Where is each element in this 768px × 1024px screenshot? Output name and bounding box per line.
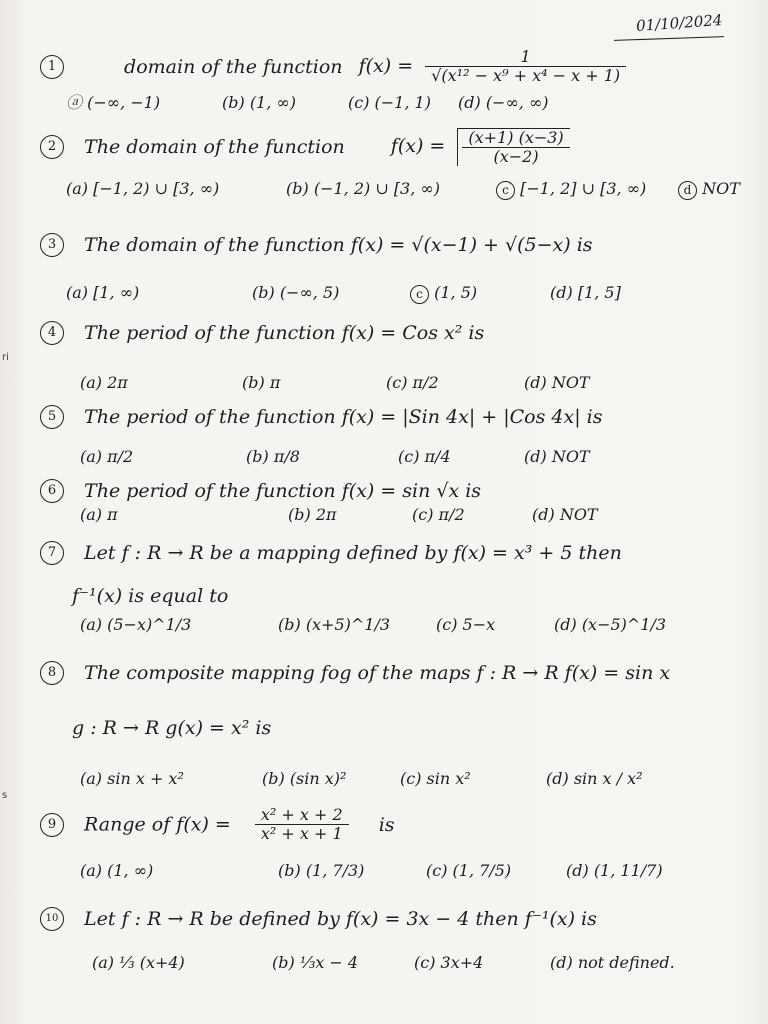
option-d: (d) (1, 11/7) [566,861,663,880]
fraction [425,48,626,85]
question-number: 6 [40,479,64,503]
option-b: (b) ⅓x − 4 [272,953,359,972]
question-number: 10 [40,907,64,931]
question-stem: The domain of the function f(x) = √(x−1) + √(5−x) is [84,234,593,256]
option-b: (b) (−1, 2) ∪ [3, ∞) [286,179,440,198]
question-stem: The composite mapping fog of the maps f : R → R f(x) = sin x [84,662,671,684]
option-b: (b) (sin x)² [262,769,347,788]
question-stem: The domain of the function [84,136,345,158]
option-d: (d) NOT [524,373,590,392]
fraction-numerator: (x+1) (x−3) [468,128,564,147]
option-b: (b) 2π [288,505,337,524]
date-label: 01/10/2024 [635,11,723,35]
fraction-denominator: x² + x + 1 [255,824,349,843]
question-stem: domain of the function [124,55,343,78]
question-number: 3 [40,233,64,257]
formula-lhs: f(x) = [390,135,446,157]
fraction-denominator: (x−2) [462,147,569,166]
option-b: (b) π [242,373,281,392]
option-d: (d) (x−5)^1/3 [554,615,667,634]
edge-mark: ri [2,352,9,363]
question-number: 8 [40,661,64,685]
option-text: NOT [702,179,740,198]
option-d [678,178,740,200]
question-number: 2 [40,135,64,159]
option-c [410,282,477,304]
fraction [255,806,349,843]
option-d: (d) NOT [524,447,590,466]
question-stem: Let f : R → R be defined by f(x) = 3x − 4 then f⁻¹(x) is [84,908,597,930]
question-8 [40,660,750,685]
fraction-denominator: √(x¹² − x⁹ + x⁴ − x + 1) [425,66,626,85]
option-a: (a) π/2 [80,447,134,466]
question-number: 7 [40,541,64,565]
option-a: (a) ⅓ (x+4) [92,953,185,972]
question-stem: The period of the function f(x) = Cos x² is [84,322,485,344]
answer-mark: d [678,181,697,200]
date-underline [614,36,724,41]
option-d: (d) (−∞, ∞) [458,93,549,112]
option-c [496,178,646,200]
question-7 [40,540,750,565]
option-b: (b) (−∞, 5) [252,283,340,302]
fraction [457,128,569,166]
option-b: (b) (1, ∞) [222,93,296,112]
edge-mark: s [2,790,8,801]
question-stem: The period of the function f(x) = |Sin 4x| + |Cos 4x| is [84,406,603,428]
question-10 [40,906,750,931]
question-stem: Let f : R → R be a mapping defined by f(x) = x³ + 5 then [84,542,622,564]
option-c: (c) (−1, 1) [348,93,431,112]
question-9 [40,806,750,843]
option-d: (d) NOT [532,505,598,524]
option-d: (d) [1, 5] [550,283,621,302]
question-number: 9 [40,813,64,837]
question-stem: Range of f(x) = [84,813,231,836]
formula-lhs: f(x) = [358,54,414,77]
option-text: (1, 5) [434,283,478,302]
option-c: (c) (1, 7/5) [426,861,512,880]
option-b: (b) π/8 [246,447,300,466]
option-c: (c) 5−x [436,615,496,634]
question-8-continued: g : R → R g(x) = x² is [72,717,272,739]
selected-answer-mark: c [410,285,429,304]
fraction-numerator: 1 [520,47,531,66]
option-a: (a) (1, ∞) [80,861,154,880]
question-stem: The period of the function f(x) = sin √x is [84,480,482,502]
option-a: (a) π [80,505,118,524]
option-a: (a) [−1, 2) ∪ [3, ∞) [66,179,220,198]
question-number: 5 [40,405,64,429]
option-a: ⓐ (−∞, −1) [66,93,161,112]
question-5 [40,404,750,429]
option-c: (c) sin x² [400,769,471,788]
question-number: 4 [40,321,64,345]
option-a: (a) (5−x)^1/3 [80,615,192,634]
option-c: (c) 3x+4 [414,953,484,972]
option-b: (b) (x+5)^1/3 [278,615,391,634]
option-d: (d) sin x / x² [546,769,643,788]
question-stem-tail: is [378,813,395,836]
option-text: [−1, 2] ∪ [3, ∞) [520,179,647,198]
option-d: (d) not defined. [550,953,675,972]
fraction-numerator: x² + x + 2 [260,805,343,824]
option-c: (c) π/4 [398,447,451,466]
question-2 [40,128,750,166]
option-c: (c) π/2 [412,505,465,524]
option-b: (b) (1, 7/3) [278,861,365,880]
question-6 [40,478,750,503]
question-number: 1 [40,55,64,79]
selected-answer-mark: c [496,181,515,200]
option-a: (a) sin x + x² [80,769,184,788]
option-a: (a) [1, ∞) [66,283,140,302]
question-7-continued: f⁻¹(x) is equal to [72,585,229,607]
question-4 [40,320,750,345]
question-3 [40,232,750,257]
option-c: (c) π/2 [386,373,439,392]
question-1 [40,48,750,85]
option-a: (a) 2π [80,373,128,392]
